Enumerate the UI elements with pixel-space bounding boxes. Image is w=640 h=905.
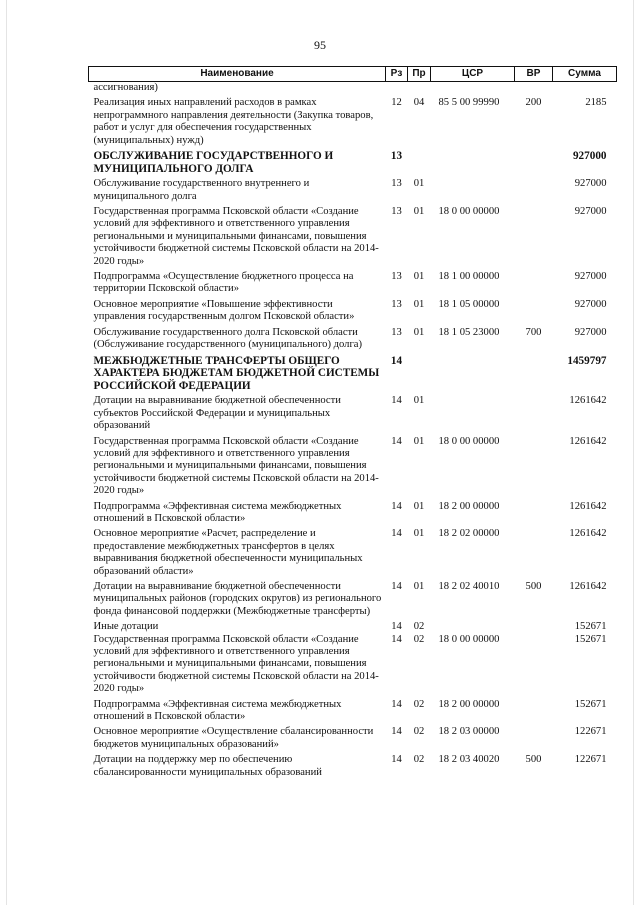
cell-sum: 152671 (574, 621, 607, 633)
cell-csr: 18 2 03 40020 (438, 754, 500, 766)
table-header-row (89, 67, 617, 82)
cell-pr (408, 150, 431, 178)
cell-vr (515, 299, 553, 327)
cell-csr: 18 2 00 00000 (438, 500, 500, 512)
cell-name: Дотации на выравнивание бюджетной обеспеченности муниципальных районов (городских округов) из регионального фонда финансовой поддержки (Межбюджетные трансферты) (93, 580, 382, 617)
cell-vr (515, 178, 553, 206)
cell-name: Основное мероприятие «Расчет, распределение и предоставление межбюджетных трансфертов в целях выравнивания бюджетной обеспеченности муниципальных образований области» (93, 528, 363, 577)
cell-csr: 18 1 00 00000 (438, 271, 500, 283)
cell-vr: 500 (525, 754, 542, 766)
cell-name: Основное мероприятие «Осуществление сбалансированности бюджетов муниципальных образований» (93, 726, 374, 750)
cell-name: ассигнования) (93, 82, 158, 93)
cell-csr: 18 2 02 00000 (438, 528, 500, 540)
cell-pr: 01 (413, 206, 425, 218)
cell-rz: 14 (391, 435, 402, 447)
cell-csr (431, 355, 515, 396)
cell-sum: 1261642 (569, 528, 607, 540)
cell-name: Государственная программа Псковской области «Создание условий для эффективного и ответственного управления региональными и муниципальными финансами, повышения устойчивости бюджетной системы Псковской области на 2014-2020 годы» (93, 633, 379, 695)
cell-csr: 85 5 00 99990 (438, 97, 500, 109)
table-row (89, 206, 617, 271)
budget-table (88, 66, 617, 782)
table-row (89, 621, 617, 633)
header-name: Наименование (89, 67, 386, 82)
cell-pr: 01 (413, 500, 425, 512)
cell-vr (515, 621, 553, 633)
table-row (89, 82, 617, 98)
cell-vr: 200 (525, 97, 542, 109)
cell-name: Обслуживание государственного долга Псковской области (Обслуживание государственного (муниципального) долга) (93, 326, 363, 351)
cell-name: Дотации на поддержку мер по обеспечению сбалансированности муниципальных образований (93, 754, 322, 778)
cell-rz: 13 (391, 271, 402, 283)
cell-vr (515, 501, 553, 529)
cell-rz: 13 (391, 298, 402, 310)
cell-csr: 18 0 00 00000 (438, 633, 500, 645)
cell-rz: 14 (390, 354, 403, 367)
cell-vr (515, 634, 553, 699)
cell-vr (515, 206, 553, 271)
cell-sum: 1261642 (569, 435, 607, 447)
cell-pr: 01 (413, 298, 425, 310)
table-row (89, 634, 617, 699)
cell-pr: 01 (413, 395, 425, 407)
cell-pr: 02 (413, 633, 425, 645)
cell-pr: 02 (413, 726, 425, 738)
section-row (89, 150, 617, 178)
cell-pr: 01 (413, 528, 425, 540)
cell-sum: 927000 (572, 150, 607, 163)
table-row (89, 726, 617, 754)
cell-vr (515, 355, 553, 396)
cell-pr: 01 (413, 580, 425, 592)
header-vr: ВР (515, 67, 553, 82)
header-rz: Рз (386, 67, 408, 82)
table-row (89, 271, 617, 299)
cell-sum: 1459797 (567, 354, 607, 367)
cell-name: Государственная программа Псковской области «Создание условий для эффективного и ответственного управления региональными и муниципальными финансами, повышения устойчивости бюджетной системы Псковской области на 2014-2020 годы» (93, 206, 379, 267)
cell-rz: 14 (391, 580, 402, 592)
cell-name: Обслуживание государственного внутреннего и муниципального долга (93, 178, 310, 202)
cell-csr (431, 395, 515, 435)
page-number: 95 (314, 38, 326, 52)
cell-name: МЕЖБЮДЖЕТНЫЕ ТРАНСФЕРТЫ ОБЩЕГО ХАРАКТЕРА БЮДЖЕТАМ БЮДЖЕТНОЙ СИСТЕМЫ РОССИЙСКОЙ ФЕДЕРАЦИИ (93, 354, 380, 392)
table-row (89, 178, 617, 206)
section-row (89, 355, 617, 396)
cell-sum: 1261642 (569, 580, 607, 592)
cell-name: Дотации на выравнивание бюджетной обеспеченности субъектов Российской Федерации и муниципальных образований (93, 395, 341, 432)
table-row (89, 299, 617, 327)
cell-name: Государственная программа Псковской области «Создание условий для эффективного и ответственного управления региональными и муниципальными финансами, повышения устойчивости бюджетной системы Псковской области на 2014-2020 годы» (93, 435, 379, 497)
cell-csr: 18 1 05 23000 (438, 326, 500, 338)
cell-pr: 02 (413, 621, 425, 633)
table-row (89, 528, 617, 581)
cell-csr (431, 621, 515, 633)
cell-csr: 18 2 03 00000 (438, 726, 500, 738)
table-row (89, 581, 617, 621)
cell-sum: 122671 (574, 754, 607, 766)
cell-vr (515, 150, 553, 178)
cell-name: Подпрограмма «Эффективная система межбюджетных отношений в Псковской области» (93, 698, 342, 723)
cell-csr: 18 0 00 00000 (438, 435, 500, 447)
cell-pr: 02 (413, 698, 425, 710)
cell-name: Подпрограмма «Осуществление бюджетного процесса на территории Псковской области» (93, 271, 354, 295)
cell-csr (431, 150, 515, 178)
cell-vr: 700 (525, 326, 542, 338)
cell-rz: 14 (391, 726, 402, 738)
cell-csr: 18 2 02 40010 (438, 580, 500, 592)
cell-rz: 13 (390, 150, 403, 163)
table-row (89, 754, 617, 782)
cell-rz: 14 (391, 500, 402, 512)
cell-rz: 14 (391, 395, 402, 407)
table-row (89, 699, 617, 727)
table-row (89, 327, 617, 355)
cell-rz (386, 82, 408, 98)
cell-csr (431, 82, 515, 98)
cell-name: Реализация иных направлений расходов в рамках непрограммного направления деятельности (Закупка товаров, работ и услуг для обеспечения государственных (муниципальных) нужд) (93, 97, 374, 146)
cell-sum: 927000 (574, 326, 607, 338)
cell-sum: 2185 (585, 97, 607, 109)
cell-pr: 01 (413, 435, 425, 447)
cell-rz: 13 (391, 206, 402, 218)
cell-sum: 927000 (574, 271, 607, 283)
cell-sum: 927000 (574, 298, 607, 310)
cell-name: Подпрограмма «Эффективная система межбюджетных отношений в Псковской области» (93, 500, 342, 524)
cell-csr (431, 178, 515, 206)
cell-vr: 500 (525, 580, 542, 592)
cell-rz: 14 (391, 698, 402, 710)
table-row (89, 436, 617, 501)
right-scan-edge (633, 0, 634, 905)
cell-vr (515, 82, 553, 98)
header-sum: Сумма (553, 67, 617, 82)
cell-vr (515, 699, 553, 727)
table-row (89, 501, 617, 529)
table-row (89, 395, 617, 435)
cell-pr (408, 355, 431, 396)
cell-rz: 12 (391, 97, 402, 109)
cell-sum: 1261642 (569, 395, 607, 407)
cell-sum: 122671 (574, 726, 607, 738)
cell-csr: 18 0 00 00000 (438, 206, 500, 218)
cell-sum: 1261642 (569, 500, 607, 512)
cell-rz: 13 (391, 178, 402, 190)
cell-name: Иные дотации (93, 621, 159, 633)
cell-rz: 14 (391, 754, 402, 766)
cell-sum: 927000 (574, 178, 607, 190)
cell-vr (515, 436, 553, 501)
table-body (89, 82, 617, 783)
cell-vr (515, 726, 553, 754)
cell-name: ОБСЛУЖИВАНИЕ ГОСУДАРСТВЕННОГО И МУНИЦИПАЛЬНОГО ДОЛГА (93, 150, 334, 175)
cell-pr: 02 (413, 754, 425, 766)
cell-sum: 152671 (574, 633, 607, 645)
cell-vr (515, 395, 553, 435)
left-scan-edge (6, 0, 7, 905)
cell-pr (408, 82, 431, 98)
cell-pr: 01 (413, 178, 425, 190)
table-row (89, 97, 617, 150)
cell-sum: 927000 (574, 206, 607, 218)
cell-sum: 152671 (574, 698, 607, 710)
cell-pr: 01 (413, 271, 425, 283)
header-pr: Пр (408, 67, 431, 82)
cell-pr: 01 (413, 326, 425, 338)
cell-name: Основное мероприятие «Повышение эффективности управления государственным долгом Псковской области» (93, 298, 355, 323)
cell-sum (553, 82, 617, 98)
cell-rz: 14 (391, 528, 402, 540)
cell-csr: 18 1 05 00000 (438, 298, 500, 310)
cell-vr (515, 271, 553, 299)
cell-rz: 14 (391, 633, 402, 645)
cell-vr (515, 528, 553, 581)
cell-pr: 04 (413, 97, 425, 109)
cell-rz: 13 (391, 326, 402, 338)
cell-csr: 18 2 00 00000 (438, 698, 500, 710)
header-csr: ЦСР (431, 67, 515, 82)
cell-rz: 14 (391, 621, 402, 633)
